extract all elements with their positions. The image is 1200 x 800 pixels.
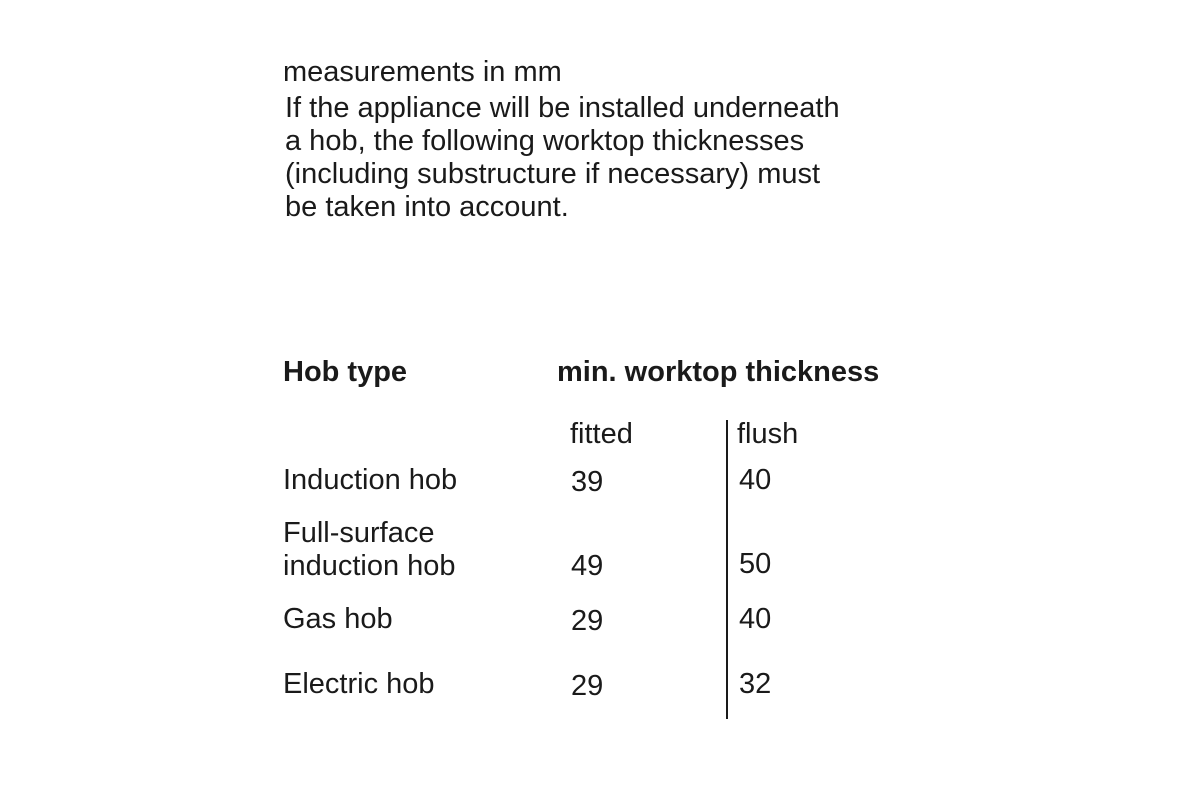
flush-value-cell: 40 bbox=[739, 464, 772, 496]
column-header-min-thickness: min. worktop thickness bbox=[557, 356, 880, 388]
intro-line: If the appliance will be installed underneath bbox=[285, 92, 840, 124]
intro-paragraph bbox=[285, 92, 925, 224]
sub-header-flush: flush bbox=[737, 418, 799, 450]
sub-header-fitted: fitted bbox=[570, 418, 633, 450]
column-divider bbox=[726, 420, 728, 719]
fitted-value-cell: 29 bbox=[571, 605, 604, 637]
hob-type-cell: Gas hob bbox=[283, 603, 393, 635]
hob-type-cell: Full-surface bbox=[283, 517, 435, 549]
flush-value-cell: 50 bbox=[739, 548, 772, 580]
intro-line: (including substructure if necessary) must bbox=[285, 158, 821, 190]
units-note: measurements in mm bbox=[283, 56, 562, 88]
hob-type-cell: Induction hob bbox=[283, 464, 458, 496]
flush-value-cell: 32 bbox=[739, 668, 772, 700]
fitted-value-cell: 29 bbox=[571, 670, 604, 702]
hob-type-cell: Electric hob bbox=[283, 668, 435, 700]
fitted-value-cell: 49 bbox=[571, 550, 604, 582]
flush-value-cell: 40 bbox=[739, 603, 772, 635]
intro-line: a hob, the following worktop thicknesses bbox=[285, 125, 805, 157]
intro-line: be taken into account. bbox=[285, 191, 569, 223]
fitted-value-cell: 39 bbox=[571, 466, 604, 498]
column-header-hob-type: Hob type bbox=[283, 356, 408, 388]
hob-type-cell-line2: induction hob bbox=[283, 550, 456, 582]
